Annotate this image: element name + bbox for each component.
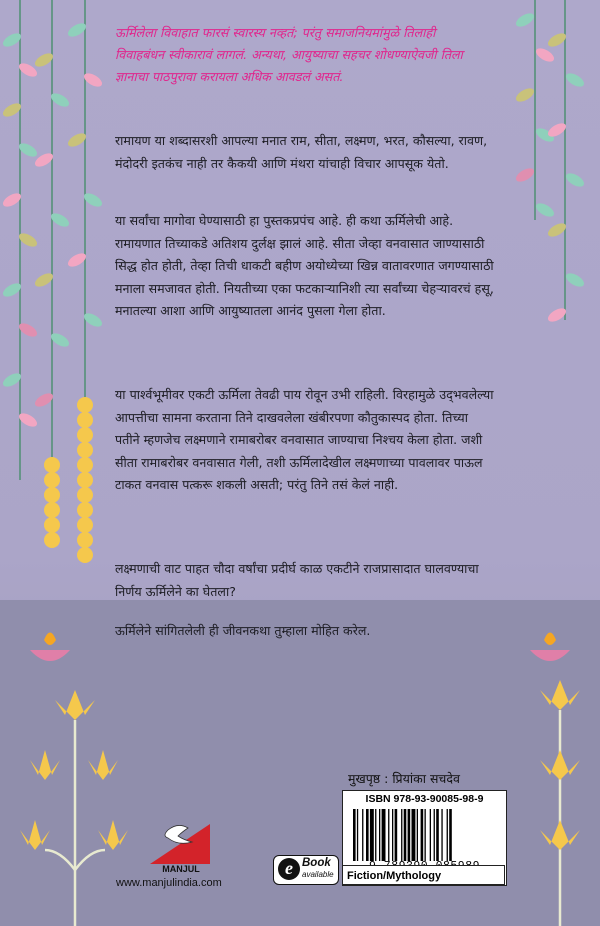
intro-text: ऊर्मिलेला विवाहात फारसं स्वारस्य नव्हतं; परंतु समाजनियमांमुळे तिलाही विवाहबंधन स्वीकारावं लागलं. अन्यथा, आयुष्याचा सहचर शोधण्याऐवजी तिला ज्ञानाचा पाठपुरावा करायला अधिक आवडलं असतं. bbox=[115, 25, 463, 84]
diya-lamp-left bbox=[30, 633, 70, 662]
ebook-available-text: available bbox=[302, 870, 334, 879]
barcode-bar bbox=[404, 809, 407, 861]
barcode-bar bbox=[408, 809, 411, 861]
barcode-bar bbox=[434, 809, 435, 861]
barcode-bar bbox=[379, 809, 380, 861]
barcode-bar bbox=[401, 809, 402, 861]
diya-lamp-right bbox=[530, 633, 570, 662]
publisher-website[interactable]: www.manjulindia.com bbox=[116, 877, 222, 889]
ebook-available-badge bbox=[273, 855, 339, 885]
paragraph-4: लक्ष्मणाची वाट पाहत चौदा वर्षांचा प्रदीर्घ काळ एकटीने राजप्रासादात घालवण्याचा निर्णय ऊर्मिलेने का घेतला? bbox=[115, 561, 479, 599]
vine-leaves-right bbox=[514, 11, 586, 325]
barcode-bar bbox=[430, 809, 431, 861]
barcode-bar bbox=[436, 809, 439, 861]
paragraph-2: या सर्वांचा मागोवा घेण्यासाठी हा पुस्तकप्रपंच आहे. ही कथा ऊर्मिलेची आहे. रामायणात तिच्याकडे अतिशय दुर्लक्ष झालं आहे. सीता जेव्हा वनवासात जाण्यासाठी सिद्ध होत होती, तेव्हा तिची धाकटी बहीण अयोध्येच्या खिन्न वातावरणात जगण्यासाठी मनाला समजावत होती. नियतीच्या एका फटकाऱ्यानिशी त्या सर्वांच्या चेहऱ्यावरचं हसू, मनातल्या आशा आणि आयुष्यातला आनंद पुसला गेला होता. bbox=[115, 213, 494, 319]
barcode-bar bbox=[370, 809, 374, 861]
bird-icon bbox=[165, 825, 192, 843]
barcode-bar bbox=[425, 809, 426, 861]
barcode-bar bbox=[447, 809, 448, 861]
isbn-label: ISBN 978-93-90085-98-9 bbox=[365, 793, 484, 805]
barcode-bar bbox=[357, 809, 358, 861]
lotus-flowers-right bbox=[540, 680, 580, 850]
publisher-logo bbox=[148, 820, 212, 866]
barcode-bar bbox=[375, 809, 376, 861]
barcode-bar bbox=[366, 809, 369, 861]
barcode-bar bbox=[441, 809, 442, 861]
barcode-bar bbox=[362, 809, 363, 861]
barcode-bar bbox=[395, 809, 398, 861]
barcode-bar bbox=[388, 809, 389, 861]
barcode-bar bbox=[412, 809, 416, 861]
paragraph-3: या पार्श्वभूमीवर एकटी ऊर्मिला तेवढी पाय रोवून उभी राहिली. विरहामुळे उद्‌भवलेल्या आपत्तीचा सामना करताना तिने दाखवलेला खंबीरपणा कौतुकास्पद होता. तिच्या पतीने म्हणजेच लक्ष्मणाने रामाबरोबर वनवासात जाण्याचा निश्चय केला होता. जशी सीता रामाबरोबर वनवासात गेली, तशी ऊर्मिलादेखील लक्ष्मणाच्या पावलावर पाऊल टाकत वनवास पत्करू शकली असती; परंतु तिने तसं केलं नाही. bbox=[115, 387, 494, 493]
ebook-word: Book bbox=[302, 857, 331, 869]
genre-label: Fiction/Mythology bbox=[342, 865, 505, 885]
publisher-name: MANJUL bbox=[162, 864, 200, 874]
barcode-bar bbox=[392, 809, 393, 861]
cover-credit: मुखपृष्ठ : प्रियांका सचदेव bbox=[348, 771, 460, 786]
barcode-graphic bbox=[353, 809, 496, 861]
barcode-bar bbox=[353, 809, 356, 861]
lotus-stems-left bbox=[45, 720, 105, 926]
ebook-e-icon: e bbox=[278, 858, 300, 880]
hanging-vine-right bbox=[535, 0, 565, 320]
barcode-bar bbox=[417, 809, 418, 861]
paragraph-1: रामायण या शब्दासरशी आपल्या मनात राम, सीता, लक्ष्मण, भरत, कौसल्या, रावण, मंदोदरी इतकंच नाही तर कैकयी आणि मंथरा यांचाही विचार आपसूक येतो. bbox=[115, 133, 488, 171]
barcode-bar bbox=[382, 809, 386, 861]
barcode-bar bbox=[449, 809, 452, 861]
barcode-bar bbox=[421, 809, 424, 861]
tagline: ऊर्मिलेने सांगितलेली ही जीवनकथा तुम्हाला मोहित करेल. bbox=[115, 623, 371, 638]
